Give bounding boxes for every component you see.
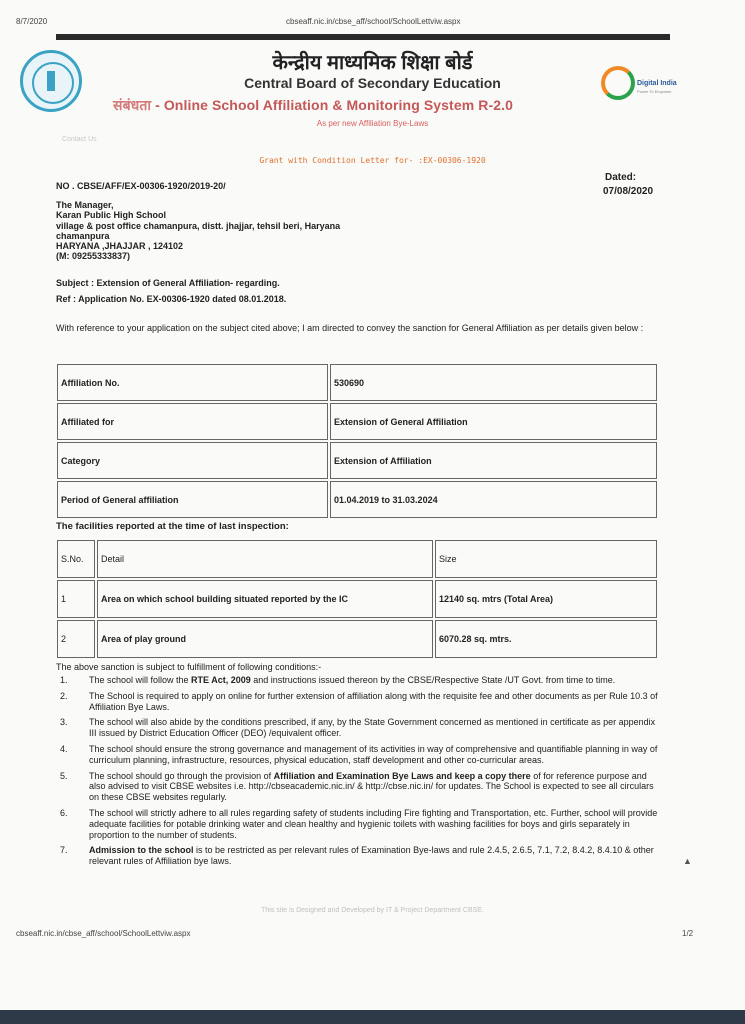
digital-india-icon [601,66,635,100]
table-cell: 12140 sq. mtrs (Total Area) [435,580,657,618]
addressee-line: HARYANA ,JHAJJAR , 124102 [56,241,184,252]
page-number: 1/2 [682,929,694,938]
table-row [57,403,657,440]
table-cell: Area on which school building situated reported by the IC [97,580,433,618]
conditions-list [56,675,660,872]
table-cell-label: Period of General affiliation [57,481,328,518]
table-cell-value: Extension of Affiliation [330,442,657,479]
table-row [57,364,657,401]
bye-laws-note: As per new Affiliation Bye-Laws [316,119,429,128]
condition-item: 1. The school will follow the RTE Act, 2009 and instructions issued thereon by the CBSE/Respective State /UT Govt. from time to time. [60,675,616,685]
dated-value: 07/08/2020 [603,186,654,197]
addressee-line: chamanpura [56,230,110,241]
addressee-line: (M: 09255333837) [56,251,131,262]
system-title: - Online School Affiliation & Monitoring System R-2.0 [151,97,513,113]
table-row [57,580,657,618]
table-cell: 1 [57,580,95,618]
condition-item: 3. The school will also abide by the conditions prescribed, if any, by the State Government concerned as mentioned in certificate as per appendix III issued by District Education Officer (DEO) /equivalent officer. [60,717,656,739]
designed-by-note: This site is Designed and Developed by IT & Project Department CBSE. [261,907,484,914]
condition-item: 7. Admission to the school is to be restricted as per relevant rules of Examination Bye-laws and rule 2.4.5, 2.6.5, 7.1, 7.2, 8.4.2, 8.4.10 & other relevant rules of Affiliation bye laws. [60,845,654,867]
grant-title: Grant with Condition Letter for- :EX-00306-1920 [259,156,486,165]
footer-url: cbseaff.nic.in/cbse_aff/school/SchoolLettviw.aspx [16,929,191,938]
digital-india-tagline: Power To Empower [637,89,672,94]
conditions-intro: The above sanction is subject to fulfillment of following conditions:- [56,662,322,672]
digital-india-text: Digital India [637,80,677,87]
system-name [113,96,513,115]
intro-paragraph: With reference to your application on the subject cited above; I am directed to convey the sanction for General Affiliation as per details given below : [56,323,644,333]
column-header: Detail [97,540,433,578]
reference-line: Ref : Application No. EX-00306-1920 dated 08.01.2018. [56,294,287,304]
table-cell: Area of play ground [97,620,433,658]
condition-item: 4. The school should ensure the strong governance and management of its activities in way of comprehensive and quantifiable planning in way of curriculum planning, infrastructure, resources, physical education, staff development and other co-curricular areas. [60,743,658,765]
table-cell-value: 01.04.2019 to 31.03.2024 [330,481,657,518]
table-cell-value: 530690 [330,364,657,401]
condition-item: 2. The School is required to apply on online for further extension of affiliation along with the requisite fee and other documents as per Rule 10.3 of Affiliation Bye Laws. [60,690,658,712]
condition-item: 5. The school should go through the provision of Affiliation and Examination Bye Laws and keep a copy there of for reference purpose and also advised to visit CBSE websites i.e. http://cbseacademic.nic.in/ & http://cbse.nic.in/ for updates. The School is expected to see all circulars on these CBSE websites regularly. [60,770,654,803]
affiliation-table [55,362,659,520]
scroll-marker-icon: ▲ [683,856,692,866]
print-date: 8/7/2020 [16,17,48,26]
table-row [57,481,657,518]
column-header: S.No. [57,540,95,578]
addressee-block [56,200,340,262]
system-prefix: संबंधता [113,97,152,113]
condition-item: 6. The school will strictly adhere to all rules regarding safety of students including Fire fighting and Transportation, etc. Further, school will provide adequate facilities for potable drinking water and clean healthy and hygienic toilets with washing facilities for boys and girls separately in proportion to the number of students. [60,807,658,840]
addressee-line: Karan Public High School [56,210,167,221]
addressee-line: village & post office chamanpura, distt. jhajjar, tehsil beri, Haryana [56,220,341,231]
table-header-row [57,540,657,578]
digital-india-logo [601,66,691,108]
column-header: Size [435,540,657,578]
addressee-line: The Manager, [56,200,114,210]
hindi-title: केन्द्रीय माध्यमिक शिक्षा बोर्ड [272,52,473,74]
table-row [57,442,657,479]
table-cell-value: Extension of General Affiliation [330,403,657,440]
table-cell-label: Affiliation No. [57,364,328,401]
contact-us-link[interactable]: Contact Us [62,136,97,143]
org-name: Central Board of Secondary Education [244,75,501,91]
print-url: cbseaff.nic.in/cbse_aff/school/SchoolLettviw.aspx [286,17,461,26]
table-cell-label: Affiliated for [57,403,328,440]
reference-number: NO . CBSE/AFF/EX-00306-1920/2019-20/ [56,181,226,191]
facilities-heading: The facilities reported at the time of last inspection: [56,521,289,532]
facilities-table [55,538,659,660]
table-cell: 2 [57,620,95,658]
table-cell: 6070.28 sq. mtrs. [435,620,657,658]
dated-label: Dated: [605,172,637,183]
bottom-edge [0,1010,745,1024]
table-row [57,620,657,658]
table-cell-label: Category [57,442,328,479]
header-bar [56,34,670,40]
subject-line: Subject : Extension of General Affiliation- regarding. [56,278,280,288]
